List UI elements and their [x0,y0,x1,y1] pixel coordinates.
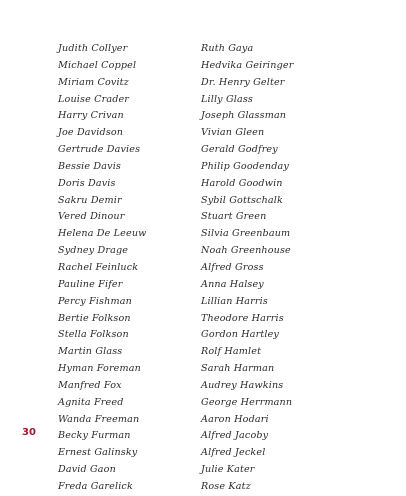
name-entry: Bessie Davis [58,160,121,172]
name-entry: Sarah Harman [201,363,275,375]
name-entry: Pauline Fifer [58,278,123,290]
page-number: 30 [22,427,36,438]
name-entry: Theodore Harris [201,312,284,324]
name-entry: Dr. Henry Gelter [201,76,285,88]
name-entry: Ruth Gaya [201,43,254,54]
name-entry: Aaron Hodari [201,413,269,425]
name-entry: Julie Kater [201,464,255,476]
name-entry: Gertrude Davies [58,144,141,156]
names-column-right [201,41,293,496]
name-entry: Helena De Leeuw [58,228,147,240]
names-column-left [58,41,147,496]
name-entry: Alfred Jacoby [201,430,269,442]
name-entry: Judith Collyer [58,43,128,54]
name-entry: Gerald Godfrey [201,144,278,156]
name-entry: Joe Davidson [58,127,124,139]
name-entry: Hyman Foreman [58,363,141,375]
name-entry: Manfred Fox [58,379,122,391]
name-entry: Percy Fishman [58,295,132,307]
name-entry: Silvia Greenbaum [201,228,291,240]
name-entry: Sakru Demir [58,194,122,206]
name-entry: Agnita Freed [58,396,124,408]
name-entry: Sybil Gottschalk [201,194,283,206]
name-entry: Vivian Gleen [201,127,265,139]
name-entry: Vered Dinour [58,211,125,223]
name-entry: Noah Greenhouse [201,245,291,257]
name-entry: Harold Goodwin [201,177,283,189]
name-entry: Wanda Freeman [58,413,140,425]
name-entry: Bertie Folkson [58,312,131,324]
name-entry: Ernest Galinsky [58,447,138,459]
name-entry: Stella Folkson [58,329,129,341]
name-entry: Louise Crader [58,93,130,105]
name-entry: Sydney Drage [58,245,129,257]
name-entry: Stuart Green [201,211,267,223]
name-entry: Audrey Hawkins [201,379,284,391]
name-entry: Joseph Glassman [201,110,287,122]
name-entry: Freda Garelick [58,480,133,492]
name-entry: Harry Crivan [58,110,124,122]
name-entry: Alfred Gross [201,261,264,273]
name-entry: Martin Glass [58,346,123,358]
name-entry: Lilly Glass [201,93,253,105]
name-entry: Miriam Covitz [58,76,129,88]
name-entry: Rachel Feinluck [58,261,139,273]
name-entry: Anna Halsey [201,278,264,290]
name-entry: Rose Katz [201,480,251,492]
name-entry: Becky Furman [58,430,131,442]
name-entry: Philip Goodenday [201,160,289,172]
name-entry: George Herrmann [201,396,293,408]
name-entry: Hedvika Geiringer [201,59,294,71]
name-entry: Doris Davis [58,177,116,189]
name-entry: Gordon Hartley [201,329,279,341]
name-entry: Rolf Hamlet [201,346,262,358]
name-entry: Michael Coppel [58,59,137,71]
name-entry: David Gaon [58,464,116,476]
name-entry: Alfred Jeckel [201,447,266,459]
name-entry: Lillian Harris [201,295,268,307]
